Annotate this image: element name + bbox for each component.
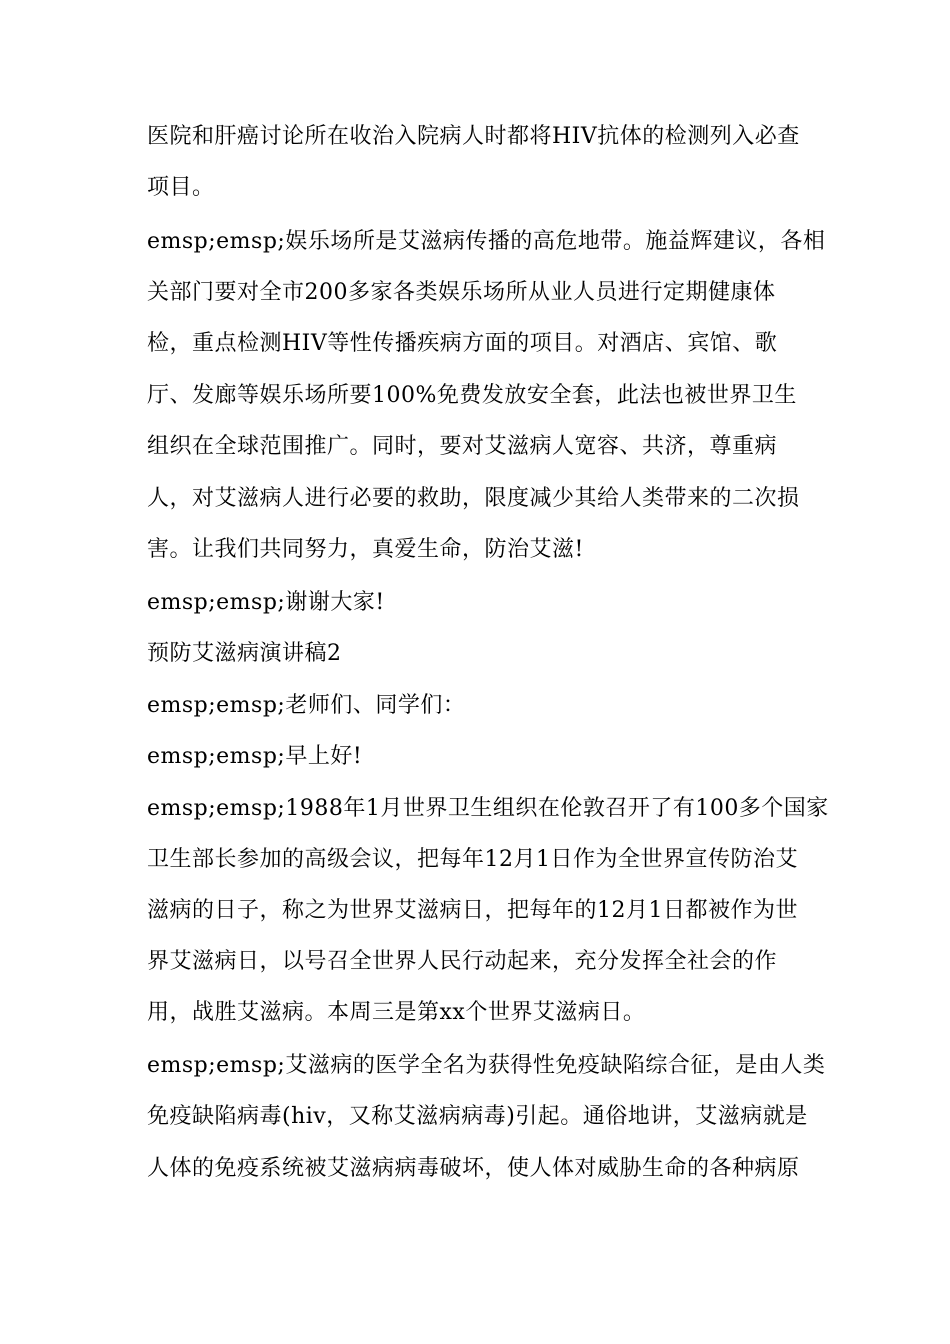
text-line: 界艾滋病日，以号召全世界人民行动起来，充分发挥全社会的作 [147,949,778,974]
text-line: 人，对艾滋病人进行必要的救助，限度减少其给人类带来的二次损 [147,486,800,511]
text-line: 害。让我们共同努力，真爱生命，防治艾滋! [147,537,584,562]
text-line: 用，战胜艾滋病。本周三是第xx个世界艾滋病日。 [147,1000,646,1025]
section-heading: 预防艾滋病演讲稿2 [147,641,342,666]
text-line: 人体的免疫系统被艾滋病病毒破坏，使人体对威胁生命的各种病原 [147,1156,800,1181]
text-line: 卫生部长参加的高级会议，把每年12月1日作为全世界宣传防治艾 [147,847,798,872]
text-line: 关部门要对全市200多家各类娱乐场所从业人员进行定期健康体 [147,280,776,305]
text-line: emsp;emsp;娱乐场所是艾滋病传播的高危地带。施益辉建议，各相 [147,229,826,254]
text-line: 滋病的日子，称之为世界艾滋病日，把每年的12月1日都被作为世 [147,898,798,923]
text-line: 医院和肝癌讨论所在收治入院病人时都将HIV抗体的检测列入必查 [147,124,800,149]
text-line: emsp;emsp;早上好! [147,744,363,769]
text-line: emsp;emsp;1988年1月世界卫生组织在伦敦召开了有100多个国家 [147,796,829,821]
text-line: emsp;emsp;艾滋病的医学全名为获得性免疫缺陷综合征，是由人类 [147,1053,826,1078]
text-line: 项目。 [147,175,215,200]
text-line: 免疫缺陷病毒(hiv，又称艾滋病病毒)引起。通俗地讲，艾滋病就是 [147,1104,808,1129]
text-line: 组织在全球范围推广。同时，要对艾滋病人宽容、共济，尊重病 [147,434,778,459]
text-line: emsp;emsp;谢谢大家! [147,590,385,615]
text-line: 检，重点检测HIV等性传播疾病方面的项目。对酒店、宾馆、歌 [147,331,778,356]
text-line: emsp;emsp;老师们、同学们： [147,693,466,718]
text-line: 厅、发廊等娱乐场所要100%免费发放安全套，此法也被世界卫生 [147,383,797,408]
